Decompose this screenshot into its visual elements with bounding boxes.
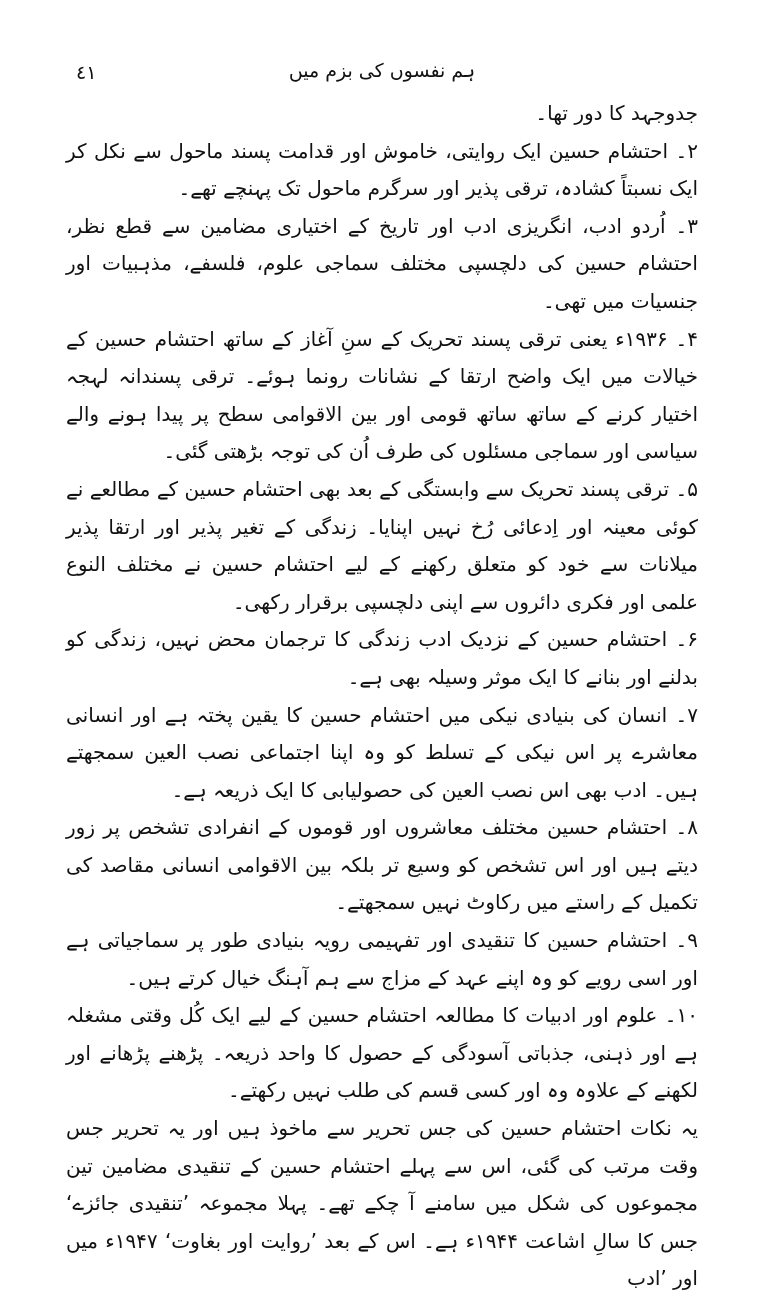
paragraph-point-10: ۱۰۔ علوم اور ادبیات کا مطالعہ احتشام حسین کے لیے ایک کُل وقتی مشغلہ ہے اور ذہنی، جذباتی آسودگی کے حصول کا واحد ذریعہ۔ پڑھنے پڑھانے اور لکھنے کے علاوہ وہ اور کسی قسم کی طلب نہیں رکھتے۔ [66, 1003, 698, 1103]
running-title: ہم نفسوں کی بزم میں [288, 60, 476, 82]
body-text [66, 95, 698, 1298]
paragraph-point-4: ۴۔ ۱۹۳۶ء یعنی ترقی پسند تحریک کے سنِ آغاز کے ساتھ احتشام حسین کے خیالات میں ایک واضح ارتقا کے نشانات رونما ہوئے۔ ترقی پسندانہ لہجہ اختیار کرنے کے ساتھ ساتھ قومی اور بین الاقوامی سطح پر پیدا ہونے والے سیاسی اور سماجی مسئلوں کی طرف اُن کی توجہ بڑھتی گئی۔ [66, 326, 699, 464]
paragraph-point-9: ۹۔ احتشام حسین کا تنقیدی اور تفہیمی رویہ بنیادی طور پر سماجیاتی ہے اور اسی رویے کو وہ اپنے عہد کے مزاج سے ہم آہنگ خیال کرتے ہیں۔ [66, 928, 698, 990]
paragraph-point-3: ۳۔ اُردو ادب، انگریزی ادب اور تاریخ کے اختیاری مضامین سے قطع نظر، احتشام حسین کی دلچسپی مختلف سماجی علوم، فلسفے، مذہبیات اور جنسیات میں تھی۔ [66, 213, 698, 313]
paragraph-closing: یہ نکات احتشام حسین کی جس تحریر سے ماخوذ ہیں اور یہ تحریر جس وقت مرتب کی گئی، اس سے پہلے احتشام حسین کے تنقیدی مضامین تین مجموعوں کی شکل میں سامنے آ چکے تھے۔ پہلا مجموعہ ’تنقیدی جائزے‘ جس کا سالِ اشاعت ۱۹۴۴ء ہے۔ اس کے بعد ’روایت اور بغاوت‘ ۱۹۴۷ء میں اور ’ادب [66, 1116, 699, 1291]
paragraph-intro: جدوجہد کا دور تھا۔ [535, 101, 698, 125]
paragraph-point-7: ۷۔ انسان کی بنیادی نیکی میں احتشام حسین کا یقین پختہ ہے اور انسانی معاشرے پر اس نیکی کے تسلط کو وہ اپنا اجتماعی نصب العین سمجھتے ہیں۔ ادب بھی اس نصب العین کی حصولیابی کا ایک ذریعہ ہے۔ [66, 702, 698, 802]
paragraph-point-6: ۶۔ احتشام حسین کے نزدیک ادب زندگی کا ترجمان محض نہیں، زندگی کو بدلنے اور بنانے کا ایک موثر وسیلہ بھی ہے۔ [66, 627, 698, 689]
page-header [60, 60, 704, 90]
paragraph-point-2: ۲۔ احتشام حسین ایک روایتی، خاموش اور قدامت پسند ماحول سے نکل کر ایک نسبتاً کشادہ، ترقی پذیر اور سرگرم ماحول تک پہنچے تھے۔ [66, 138, 698, 201]
paragraph-point-8: ۸۔ احتشام حسین مختلف معاشروں اور قوموں کے انفرادی تشخص پر زور دیتے ہیں اور اس تشخص کو وسیع تر بلکہ بین الاقوامی انسانی مقاصد کی تکمیل کے راستے میں رکاوٹ نہیں سمجھتے۔ [66, 815, 698, 915]
page-number: ٤١ [76, 62, 97, 84]
paragraph-point-5: ۵۔ ترقی پسند تحریک سے وابستگی کے بعد بھی احتشام حسین کے مطالعے نے کوئی معینہ اور اِدعائی رُخ نہیں اپنایا۔ زندگی کے تغیر پذیر اور ارتقا پذیر میلانات سے خود کو متعلق رکھنے کے لیے احتشام حسین نے مختلف النوع علمی اور فکری دائروں سے اپنی دلچسپی برقرار رکھی۔ [66, 476, 698, 614]
